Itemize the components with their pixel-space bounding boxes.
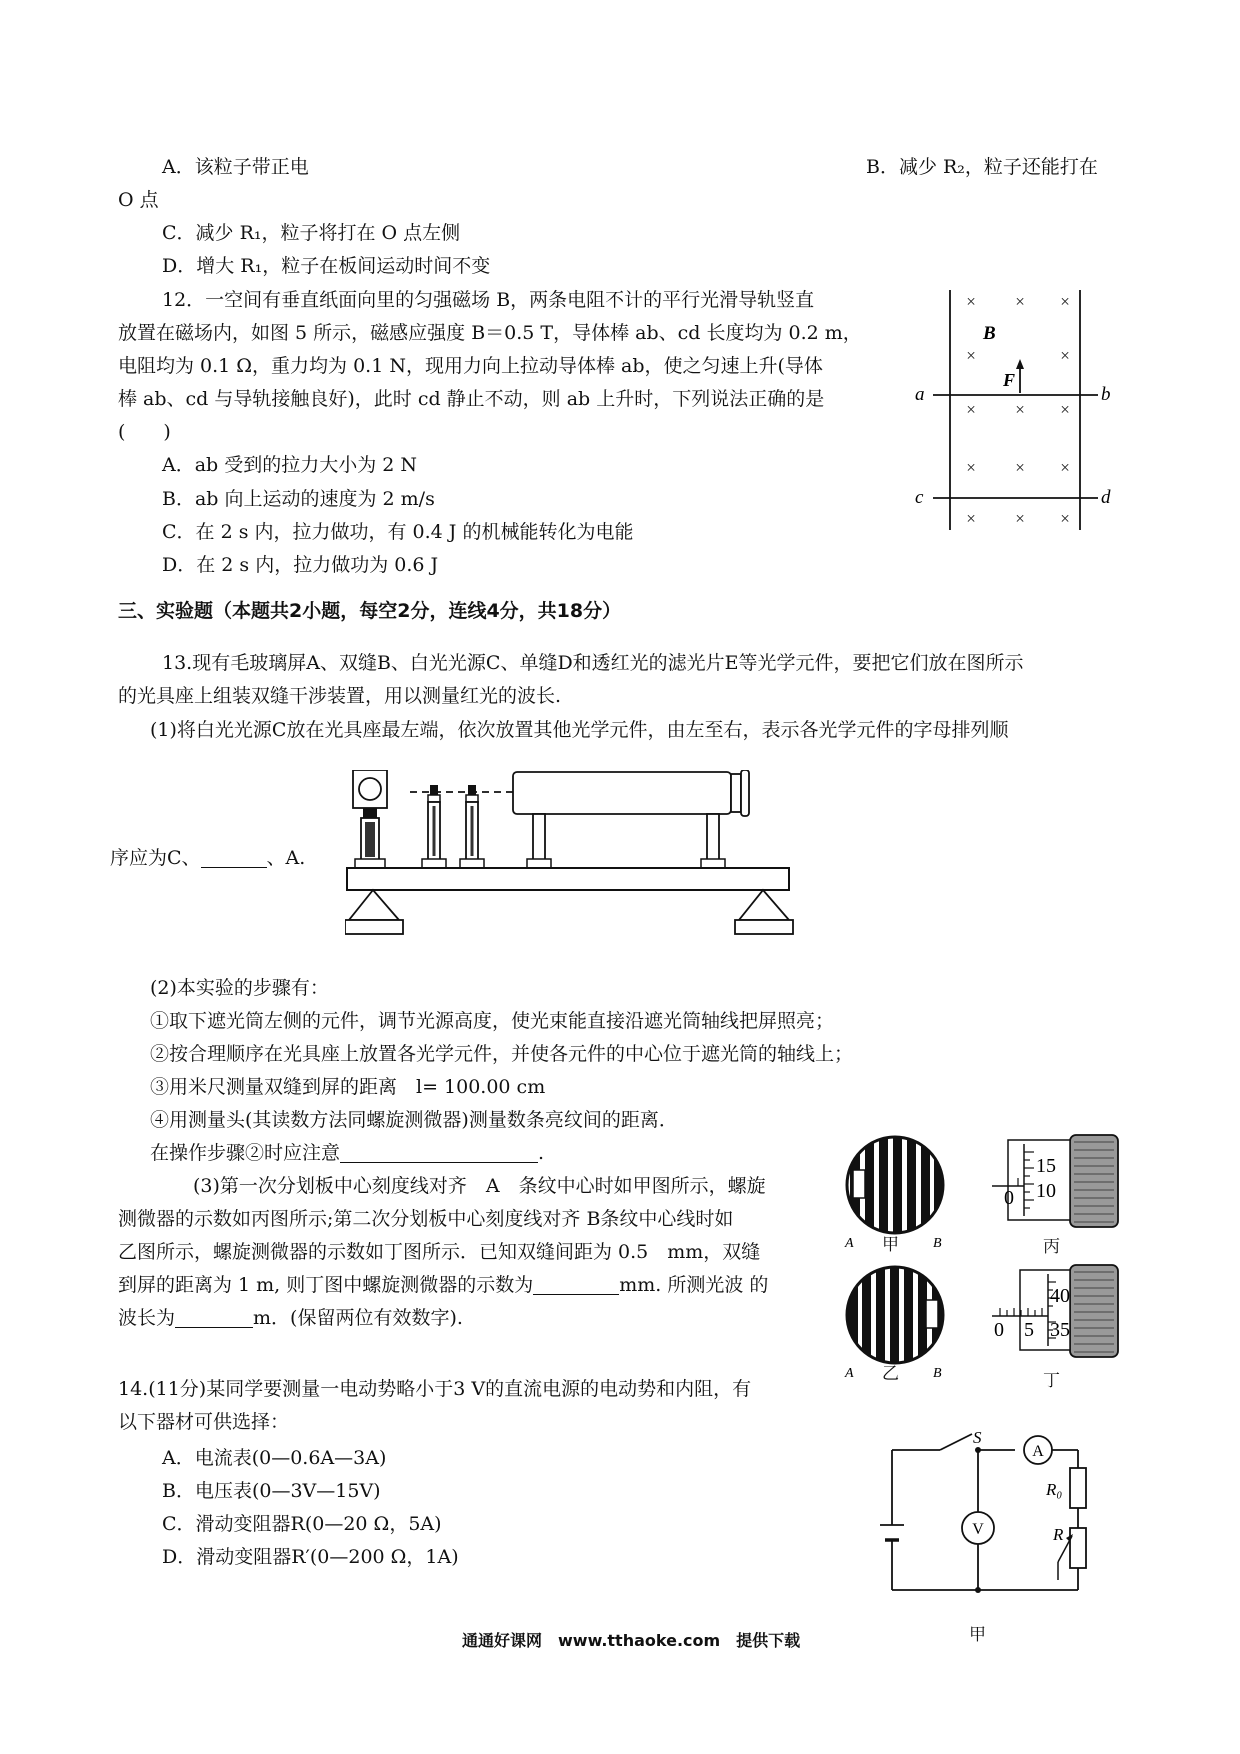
field-cross-mark: × bbox=[966, 458, 976, 477]
answer-blank-order[interactable] bbox=[201, 847, 267, 868]
caption-yi: 乙 bbox=[882, 1364, 899, 1384]
micrometer-bing bbox=[990, 1130, 1135, 1235]
micrometer-bing-tick-15: 15 bbox=[1036, 1155, 1056, 1177]
ammeter-label: A bbox=[1032, 1443, 1044, 1460]
field-cross-mark: × bbox=[1060, 346, 1070, 365]
force-label: F bbox=[1003, 370, 1016, 390]
q13-part3-line-3: 乙图所示，螺旋测微器的示数如丁图所示．已知双缝间距为 0.5 mm，双缝 bbox=[118, 1241, 761, 1263]
point-c-label: c bbox=[915, 487, 924, 508]
field-cross-mark: × bbox=[1015, 400, 1025, 419]
q13-line-1: 13.现有毛玻璃屏A、双缝B、白光光源C、单缝D和透红光的滤光片E等光学元件，要把它们放在图所示 bbox=[162, 652, 1024, 674]
micrometer-ding-tick-40: 40 bbox=[1050, 1285, 1070, 1307]
point-d-label: d bbox=[1101, 487, 1111, 508]
fringe-label-b: B bbox=[933, 1366, 942, 1381]
q13-part2-title: (2)本实验的步骤有： bbox=[150, 977, 329, 999]
field-cross-mark: × bbox=[1060, 509, 1070, 528]
q13-part3-line-5 bbox=[118, 1305, 463, 1331]
field-cross-mark: × bbox=[966, 400, 976, 419]
rheostat-r bbox=[1070, 1528, 1086, 1568]
q13-note-prefix: 在操作步骤②时应注意 bbox=[150, 1142, 341, 1164]
micrometer-ding-tick-0: 0 bbox=[994, 1319, 1004, 1341]
answer-blank-wavelength[interactable] bbox=[175, 1307, 253, 1328]
magnetic-field-figure bbox=[915, 285, 1115, 535]
q11-option-b: B．减少 R₂，粒子还能打在 bbox=[866, 156, 1098, 178]
micrometer-ding-tick-5: 5 bbox=[1024, 1319, 1034, 1341]
q13-part3-line-5-suffix: m．(保留两位有效数字). bbox=[253, 1307, 463, 1329]
q11-option-d: D．增大 R₁，粒子在板间运动时间不变 bbox=[162, 255, 491, 277]
fringe-pattern-jia bbox=[840, 1135, 960, 1260]
q12-line-2: 放置在磁场内，如图 5 所示，磁感应强度 B＝0.5 T，导体棒 ab、cd 长度均为 0.2 m， bbox=[118, 322, 862, 344]
optical-bench-rail bbox=[347, 868, 789, 890]
q13-part3-line-1: (3)第一次分划板中心刻度线对齐 A 条纹中心时如甲图所示，螺旋 bbox=[193, 1175, 766, 1197]
fringe-label-a: A bbox=[845, 1236, 854, 1251]
q14-option-a: A．电流表(0—0.6A—3A) bbox=[162, 1447, 387, 1469]
optical-bench-figure bbox=[345, 770, 795, 940]
field-cross-mark: × bbox=[1015, 458, 1025, 477]
q12-option-d: D．在 2 s 内，拉力做功为 0.6 J bbox=[162, 554, 439, 576]
q13-line-2: 的光具座上组装双缝干涉装置，用以测量红光的波长. bbox=[118, 685, 562, 707]
q14-line-1: 14.(11分)某同学要测量一电动势略小于3 V的直流电源的电动势和内阻，有 bbox=[118, 1378, 752, 1400]
q13-part1-line-1: (1)将白光光源C放在光具座最左端，依次放置其他光学元件，由左至右，表示各光学元件的字母排列顺 bbox=[150, 719, 1009, 741]
field-cross-mark: × bbox=[1060, 458, 1070, 477]
q12-line-3: 电阻均为 0.1 Ω，重力均为 0.1 N，现用力向上拉动导体棒 ab，使之匀速上升(导体 bbox=[118, 355, 823, 377]
field-label: B bbox=[983, 323, 996, 344]
resistor-r0 bbox=[1070, 1468, 1086, 1508]
q13-step-4: ④用测量头(其读数方法同螺旋测微器)测量数条亮纹间的距离． bbox=[150, 1109, 678, 1131]
q14-line-2: 以下器材可供选择： bbox=[118, 1411, 290, 1433]
field-cross-mark: × bbox=[966, 509, 976, 528]
q12-option-c: C．在 2 s 内，拉力做功，有 0.4 J 的机械能转化为电能 bbox=[162, 521, 634, 543]
q14-option-d: D．滑动变阻器R′(0—200 Ω，1A) bbox=[162, 1546, 459, 1568]
q11-option-c: C．减少 R₁，粒子将打在 O 点左侧 bbox=[162, 222, 461, 244]
circuit-diagram bbox=[880, 1430, 1100, 1615]
q13-step-1: ①取下遮光筒左侧的元件，调节光源高度，使光束能直接沿遮光筒轴线把屏照亮； bbox=[150, 1010, 835, 1032]
q13-note-line bbox=[150, 1140, 544, 1166]
q12-option-b: B．ab 向上运动的速度为 2 m/s bbox=[162, 488, 435, 510]
q13-note-suffix: . bbox=[538, 1142, 545, 1164]
answer-blank-note[interactable] bbox=[340, 1142, 538, 1163]
micrometer-ding bbox=[990, 1260, 1135, 1365]
section-heading: 三、实验题（本题共2小题，每空2分，连线4分，共18分） bbox=[118, 600, 622, 622]
q13-part1-suffix: 、A. bbox=[266, 847, 306, 869]
q13-part3-line-2: 测微器的示数如丙图所示;第二次分划板中心刻度线对齐 B条纹中心线时如 bbox=[118, 1208, 734, 1230]
q13-part3-line-4 bbox=[118, 1272, 768, 1298]
q13-step-2: ②按合理顺序在光具座上放置各光学元件，并使各元件的中心位于遮光筒的轴线上； bbox=[150, 1043, 854, 1065]
field-cross-mark: × bbox=[966, 292, 976, 311]
resistor-r0-label: R₀ bbox=[1046, 1480, 1063, 1499]
q13-part3-line-5-prefix: 波长为 bbox=[118, 1307, 176, 1329]
field-cross-mark: × bbox=[1015, 292, 1025, 311]
q13-part3-line-4-prefix: 到屏的距离为 1 m, 则丁图中螺旋测微器的示数为 bbox=[118, 1274, 534, 1296]
voltmeter-label: V bbox=[972, 1521, 984, 1538]
q13-part1-answer-line bbox=[110, 845, 305, 871]
q12-line-4: 棒 ab、cd 与导轨接触良好)，此时 cd 静止不动，则 ab 上升时，下列说法正确的是 bbox=[118, 388, 825, 410]
caption-jia: 甲 bbox=[882, 1235, 899, 1255]
switch-label: S bbox=[973, 1430, 982, 1447]
field-cross-mark: × bbox=[1015, 509, 1025, 528]
caption-bing: 丙 bbox=[1043, 1237, 1060, 1257]
caption-ding: 丁 bbox=[1043, 1371, 1060, 1391]
rheostat-label: R bbox=[1053, 1525, 1064, 1544]
q14-option-c: C．滑动变阻器R(0—20 Ω，5A) bbox=[162, 1513, 442, 1535]
q11-option-b-cont: O 点 bbox=[118, 189, 159, 211]
fringe-label-b: B bbox=[933, 1236, 942, 1251]
q12-line-5: ( ) bbox=[118, 421, 171, 443]
field-cross-mark: × bbox=[1060, 292, 1070, 311]
micrometer-bing-tick-10: 10 bbox=[1036, 1180, 1056, 1202]
light-shield-tube bbox=[513, 772, 731, 814]
micrometer-bing-tick-0: 0 bbox=[1004, 1187, 1014, 1209]
point-a-label: a bbox=[915, 384, 925, 405]
micrometer-ding-tick-35: 35 bbox=[1050, 1319, 1070, 1341]
q12-option-a: A．ab 受到的拉力大小为 2 N bbox=[162, 454, 418, 476]
circuit-caption: 甲 bbox=[969, 1625, 986, 1645]
fringe-pattern-yi bbox=[840, 1265, 960, 1390]
q13-step-3: ③用米尺测量双缝到屏的距离 l= 100.00 cm bbox=[150, 1076, 546, 1098]
fringe-label-a: A bbox=[845, 1366, 854, 1381]
page-footer: 通通好课网 www.tthaoke.com 提供下载 bbox=[462, 1631, 801, 1650]
q11-option-a: A．该粒子带正电 bbox=[162, 156, 309, 178]
q13-part1-prefix: 序应为C、 bbox=[110, 847, 201, 869]
field-cross-mark: × bbox=[1060, 400, 1070, 419]
point-b-label: b bbox=[1101, 384, 1111, 405]
slit-element bbox=[468, 785, 476, 795]
filter-element bbox=[430, 785, 438, 795]
q13-part3-line-4-suffix: mm. 所测光波 的 bbox=[619, 1274, 769, 1296]
field-cross-mark: × bbox=[966, 346, 976, 365]
q12-line-1: 12．一空间有垂直纸面向里的匀强磁场 B，两条电阻不计的平行光滑导轨竖直 bbox=[162, 289, 815, 311]
answer-blank-reading[interactable] bbox=[533, 1274, 619, 1295]
q14-option-b: B．电压表(0—3V—15V) bbox=[162, 1480, 381, 1502]
switch-s bbox=[940, 1434, 972, 1450]
